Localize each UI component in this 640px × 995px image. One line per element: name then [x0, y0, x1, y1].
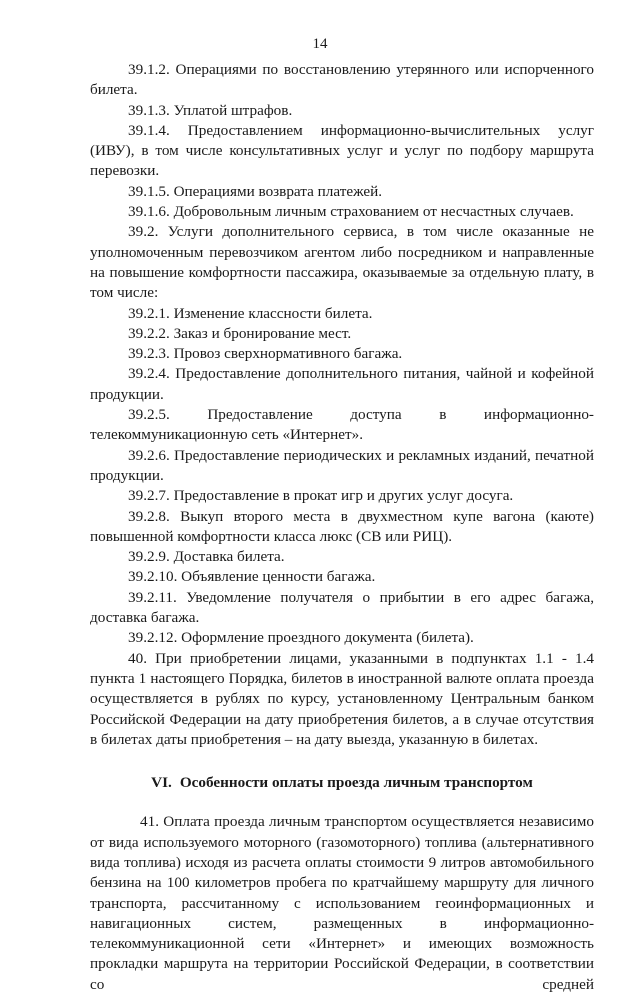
paragraph-39-2-5: 39.2.5. Предоставление доступа в информационно-телекоммуникационную сеть «Интернет». [90, 406, 594, 444]
paragraph-39-1-5: 39.1.5. Операциями возврата платежей. [128, 182, 383, 200]
paragraph-39-2-11: 39.2.11. Уведомление получателя о прибытии в его адрес багажа, доставка багажа. [90, 588, 594, 627]
paragraph-39-1-6: 39.1.6. Добровольным личным страхованием от несчастных случаев. [128, 203, 574, 221]
paragraph-39-1-2: 39.1.2. Операциями по восстановлению утерянного или испорченного билета. [90, 61, 594, 99]
paragraph-41: 41. Оплата проезда личным транспортом осуществляется независимо от вида используемого моторного (газомоторного) топлива (альтернативного вида топлива) исходя из расчета оплаты стоимости 9 литров автомобильного бензина на 100 километров пробега по кратчайшему маршруту для личного транспорта, рассчитанному с использованием геоинформационных и навигационных систем, размещенных в информационно-телекоммуникационной сети «Интернет» и имеющих возможность прокладки маршрута на территории Российской Федерации, в соответствии со средней [90, 813, 594, 993]
paragraph-39-2-1: 39.2.1. Изменение классности билета. [128, 304, 373, 322]
section-heading [90, 773, 594, 793]
paragraph-39-2-2: 39.2.2. Заказ и бронирование мест. [128, 324, 352, 342]
paragraph-39-2: 39.2. Услуги дополнительного сервиса, в том числе оказанные не уполномоченным перевозчиком агентом либо посредником и направленные на повышение комфортности пассажира, оказываемые за отдельную плату, в том числе: [90, 223, 594, 302]
paragraph-39-2-7: 39.2.7. Предоставление в прокат игр и других услуг досуга. [128, 487, 514, 505]
paragraph-39-2-12: 39.2.12. Оформление проездного документа (билета). [128, 629, 474, 647]
paragraph-39-2-4: 39.2.4. Предоставление дополнительного питания, чайной и кофейной продукции. [90, 365, 594, 403]
paragraph-40: 40. При приобретении лицами, указанными в подпунктах 1.1 - 1.4 пункта 1 настоящего Порядка, билетов в иностранной валюте оплата проезда осуществляется в рублях по курсу, установленному Центральным банком Российской Федерации на дату приобретения билетов, а в случае отсутствия в билетах даты приобретения – на дату выезда, указанную в билетах. [90, 649, 594, 748]
document-body [90, 60, 594, 995]
paragraph-39-2-8: 39.2.8. Выкуп второго места в двухместном купе вагона (каюте) повышенной комфортности класса люкс (СВ или РИЦ). [90, 507, 594, 545]
paragraph-39-2-10: 39.2.10. Объявление ценности багажа. [128, 568, 376, 586]
page-number: 14 [312, 36, 328, 52]
paragraph-39-1-3: 39.1.3. Уплатой штрафов. [128, 101, 293, 119]
paragraph-39-2-9: 39.2.9. Доставка билета. [128, 548, 285, 566]
paragraph-39-1-4: 39.1.4. Предоставлением информационно-вычислительных услуг (ИВУ), в том числе консультативных услуг и услуг по подбору маршрута перевозки. [90, 121, 594, 180]
section-number: VI. [151, 774, 172, 792]
section-title: Особенности оплаты проезда личным транспортом [179, 774, 533, 792]
paragraph-39-2-3: 39.2.3. Провоз сверхнормативного багажа. [128, 345, 403, 363]
paragraph-39-2-6: 39.2.6. Предоставление периодических и рекламных изданий, печатной продукции. [90, 446, 594, 484]
